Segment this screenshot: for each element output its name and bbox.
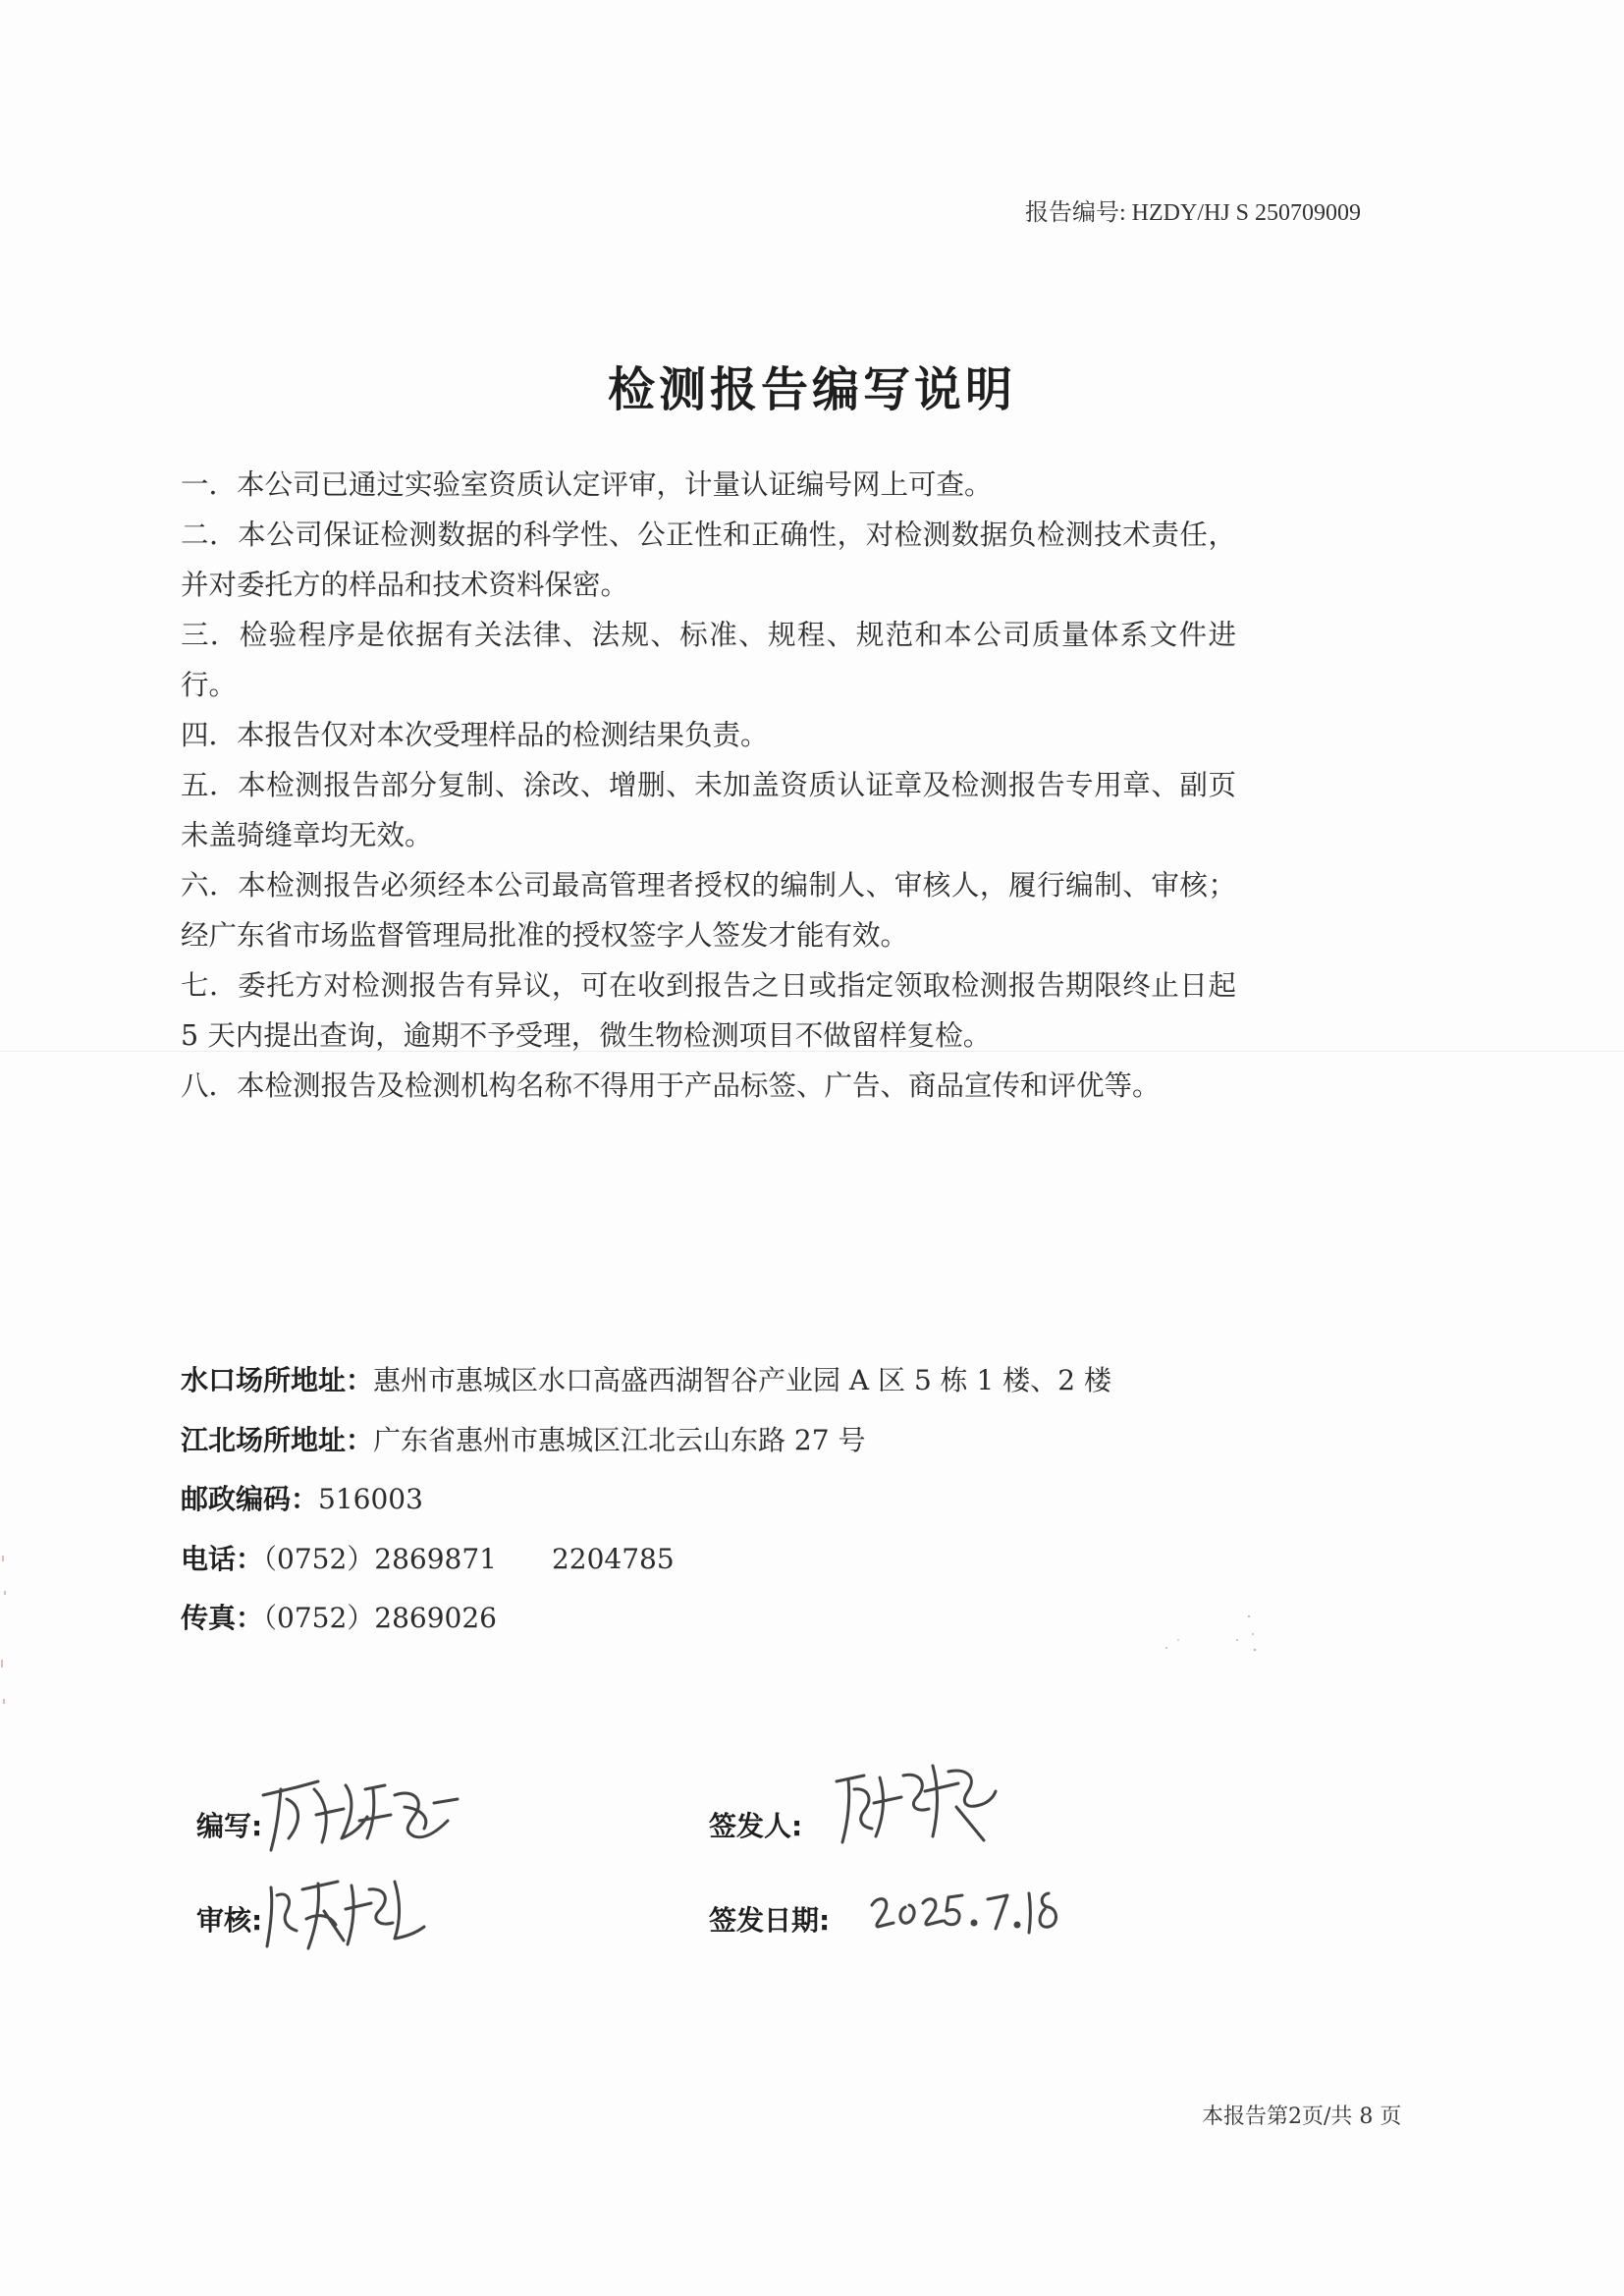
contact-value: 516003	[318, 1483, 423, 1515]
page-number: 本报告第2页/共 8 页	[1202, 2105, 1402, 2129]
issue-date-handwritten	[868, 1868, 1064, 1946]
contact-label: 传真：	[181, 1602, 264, 1634]
contact-label: 电话：	[181, 1542, 264, 1575]
contact-label: 江北场所地址：	[181, 1423, 374, 1456]
note-item: 一．本公司已通过实验室资质认定评审，计量认证编号网上可查。	[181, 468, 993, 501]
compiler-label: 编写:	[196, 1810, 263, 1842]
note-item: 五．本检测报告部分复制、涂改、增删、未加盖资质认证章及检测报告专用章、副页未盖骑缝章均无效。	[181, 769, 1236, 851]
scan-speckle	[1159, 1611, 1276, 1669]
contact-info	[181, 1357, 1111, 1655]
note-item: 七．委托方对检测报告有异议，可在收到报告之日或指定领取检测报告期限终止日起 5 天内提出查询，逾期不予受理，微生物检测项目不做留样复检。	[181, 969, 1236, 1052]
issuer-label: 签发人:	[709, 1810, 803, 1842]
reviewer-label: 审核:	[196, 1904, 263, 1937]
contact-value: 惠州市惠城区水口高盛西湖智谷产业园 A 区 5 栋 1 楼、2 楼	[373, 1364, 1111, 1396]
contact-row-postal-code	[181, 1476, 1111, 1536]
note-item: 三．检验程序是依据有关法律、法规、标准、规程、规范和本公司质量体系文件进行。	[181, 619, 1236, 701]
contact-row-fax	[181, 1595, 1111, 1655]
issue-date-label: 签发日期:	[709, 1904, 831, 1937]
contact-value: 广东省惠州市惠城区江北云山东路 27 号	[373, 1423, 866, 1456]
contact-row-jiangbei-address	[181, 1417, 1111, 1477]
note-item: 二．本公司保证检测数据的科学性、公正性和正确性，对检测数据负检测技术责任，并对委托方的样品和技术资料保密。	[181, 519, 1236, 601]
page-title: 检测报告编写说明	[607, 362, 1016, 417]
contact-label: 邮政编码：	[181, 1483, 319, 1515]
note-item: 六．本检测报告必须经本公司最高管理者授权的编制人、审核人，履行编制、审核；经广东省市场监督管理局批准的授权签字人签发才能有效。	[181, 869, 1236, 952]
handwritten-signature-icon	[831, 1748, 998, 1856]
note-item: 四．本报告仅对本次受理样品的检测结果负责。	[181, 719, 769, 751]
contact-row-shuikou-address	[181, 1357, 1111, 1417]
contact-value: （0752）2869871 2204785	[263, 1542, 675, 1575]
handwritten-signature-icon	[257, 1760, 463, 1858]
handwritten-signature-icon	[263, 1866, 430, 1954]
note-item: 八．本检测报告及检测机构名称不得用于产品标签、广告、商品宣传和评优等。	[181, 1069, 1161, 1102]
contact-label: 水口场所地址：	[181, 1364, 374, 1396]
scan-edge-mark	[0, 1552, 14, 1728]
notes-list	[181, 460, 1236, 1111]
report-number: 报告编号: HZDY/HJ S 250709009	[1025, 200, 1362, 226]
contact-row-phone	[181, 1536, 1111, 1596]
contact-value: （0752）2869026	[263, 1602, 497, 1634]
